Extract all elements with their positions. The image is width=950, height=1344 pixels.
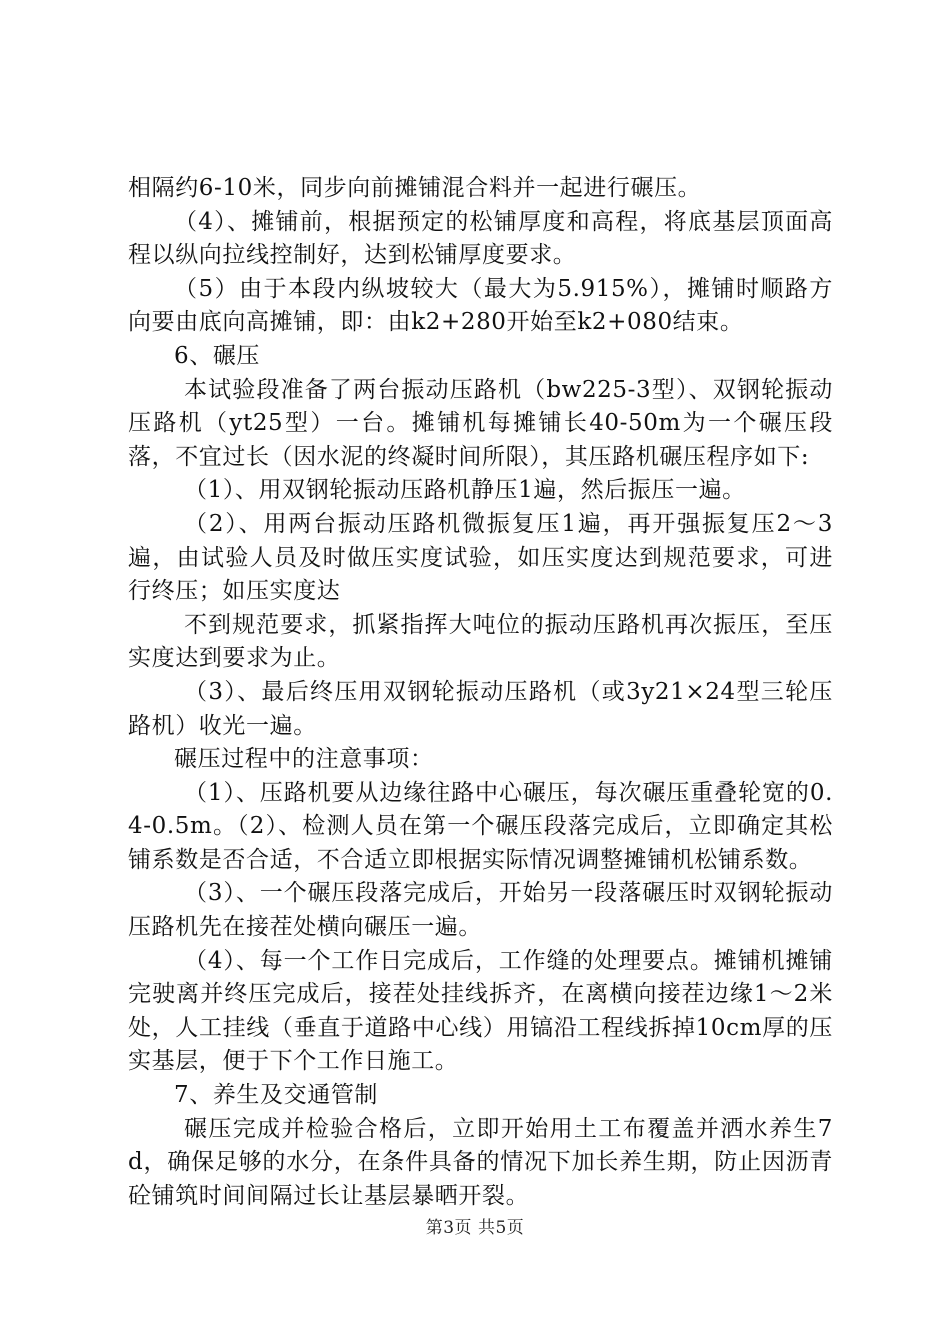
paragraph-6: （1）、用双钢轮振动压路机静压1遍，然后振压一遍。: [184, 477, 746, 504]
paragraph-3: （5）由于本段内纵坡较大（最大为5.915%），摊铺时顺路方向要由底向高摊铺，即：由k2+280开始至k2+080结束。: [128, 275, 833, 336]
document-body: [128, 172, 833, 1213]
paragraph-15: 碾压完成并检验合格后，立即开始用土工布覆盖并洒水养生7d，确保足够的水分，在条件具备的情况下加长养生期，防止因沥青砼铺筑时间间隔过长让基层暴晒开裂。: [128, 1115, 833, 1209]
paragraph-12: （3）、一个碾压段落完成后，开始另一段落碾压时双钢轮振动压路机先在接茬处横向碾压一遍。: [128, 880, 833, 941]
paragraph-1: 相隔约6-10米，同步向前摊铺混合料并一起进行碾压。: [128, 175, 702, 201]
section-heading-6: 6、碾压: [174, 342, 261, 369]
page-number-footer: 第3页 共5页: [425, 1218, 525, 1238]
paragraph-7: （2）、用两台振动压路机微振复压1遍，再开强振复压2～3遍，由试验人员及时做压实度试验，如压实度达到规范要求，可进行终压；如压实度达: [128, 510, 833, 605]
section-heading-7: 7、养生及交通管制: [174, 1082, 379, 1109]
paragraph-5: 本试验段准备了两台振动压路机（bw225-3型）、双钢轮振动压路机（yt25型）一台。摊铺机每摊铺长40-50m为一个碾压段落，不宜过长（因水泥的终凝时间所限），其压路机碾压程序如下:: [128, 376, 833, 470]
paragraph-8: 不到规范要求，抓紧指挥大吨位的振动压路机再次振压，至压实度达到要求为止。: [128, 611, 833, 672]
paragraph-11: （1）、压路机要从边缘往路中心碾压，每次碾压重叠轮宽的0.4-0.5m。（2）、检测人员在第一个碾压段落完成后，立即确定其松铺系数是否合适，不合适立即根据实际情况调整摊铺机松铺系数。: [128, 779, 833, 873]
paragraph-9: （3）、最后终压用双钢轮振动压路机（或3y21×24型三轮压路机）收光一遍。: [128, 678, 833, 739]
paragraph-2: （4）、摊铺前，根据预定的松铺厚度和高程，将底基层顶面高程以纵向拉线控制好，达到松铺厚度要求。: [128, 208, 833, 269]
paragraph-10: 碾压过程中的注意事项：: [174, 746, 434, 773]
paragraph-13: （4）、每一个工作日完成后，工作缝的处理要点。摊铺机摊铺完驶离并终压完成后，接茬处挂线拆齐，在离横向接茬边缘1～2米处，人工挂线（垂直于道路中心线）用镐沿工程线拆掉10cm厚的压实基层，便于下个工作日施工。: [128, 947, 833, 1075]
